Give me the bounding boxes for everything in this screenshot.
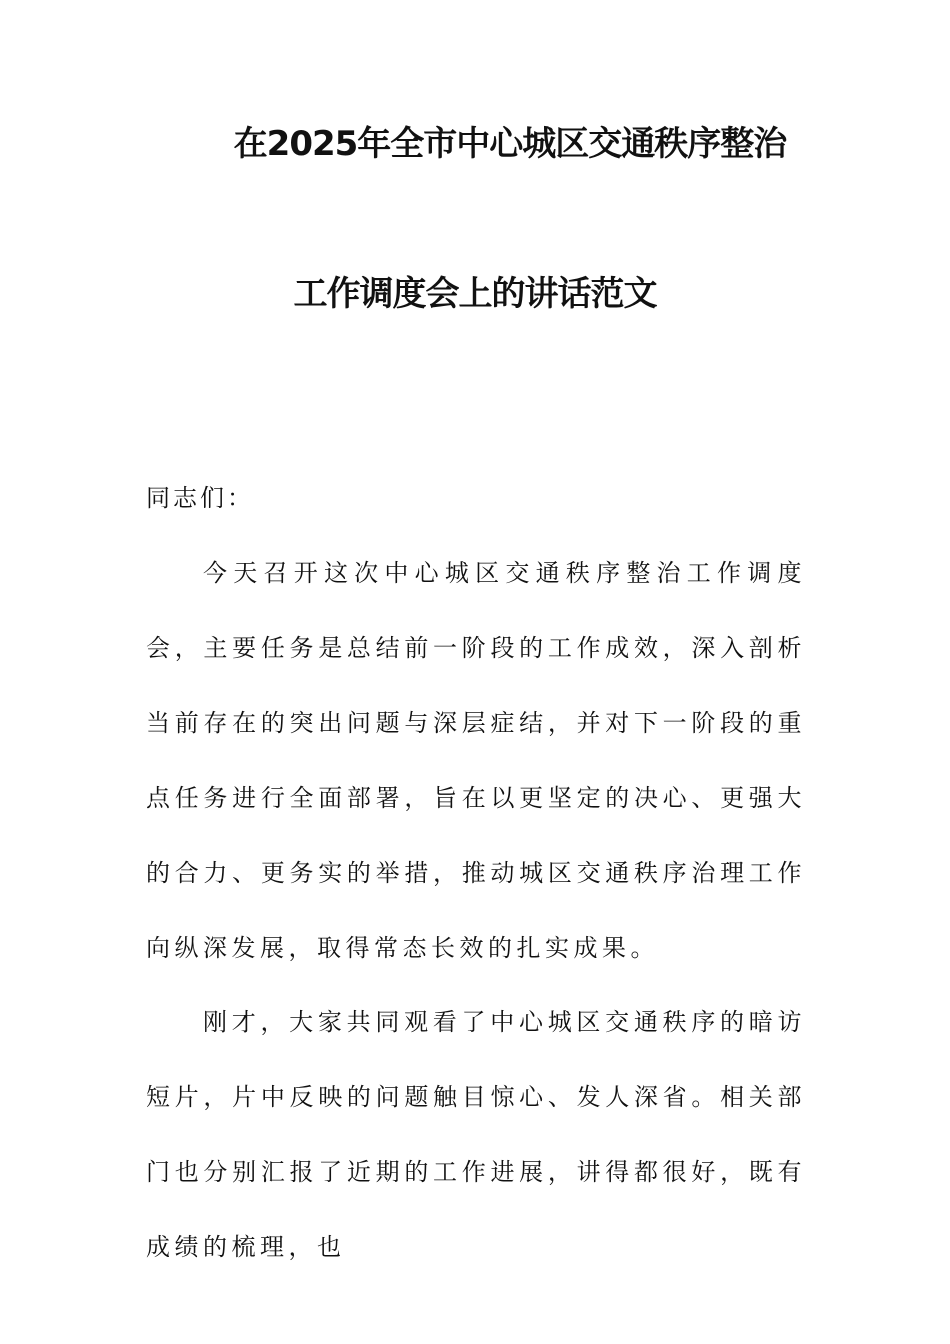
salutation: 同志们：: [146, 484, 254, 512]
document-title-line-2: 工作调度会上的讲话范文: [293, 274, 657, 314]
paragraph-1: 今天召开这次中心城区交通秩序整治工作调度会，主要任务是总结前一阶段的工作成效，深入剖析当前存在的突出问题与深层症结，并对下一阶段的重点任务进行全面部署，旨在以更坚定的决心、更强大的合力、更务实的举措，推动城区交通秩序治理工作向纵深发展，取得常态长效的扎实成果。: [146, 559, 806, 962]
paragraph-2: 刚才，大家共同观看了中心城区交通秩序的暗访短片，片中反映的问题触目惊心、发人深省。相关部门也分别汇报了近期的工作进展，讲得都很好，既有成绩的梳理，也: [146, 1008, 806, 1261]
document-title-line-1: 在2025年全市中心城区交通秩序整治: [233, 124, 787, 164]
